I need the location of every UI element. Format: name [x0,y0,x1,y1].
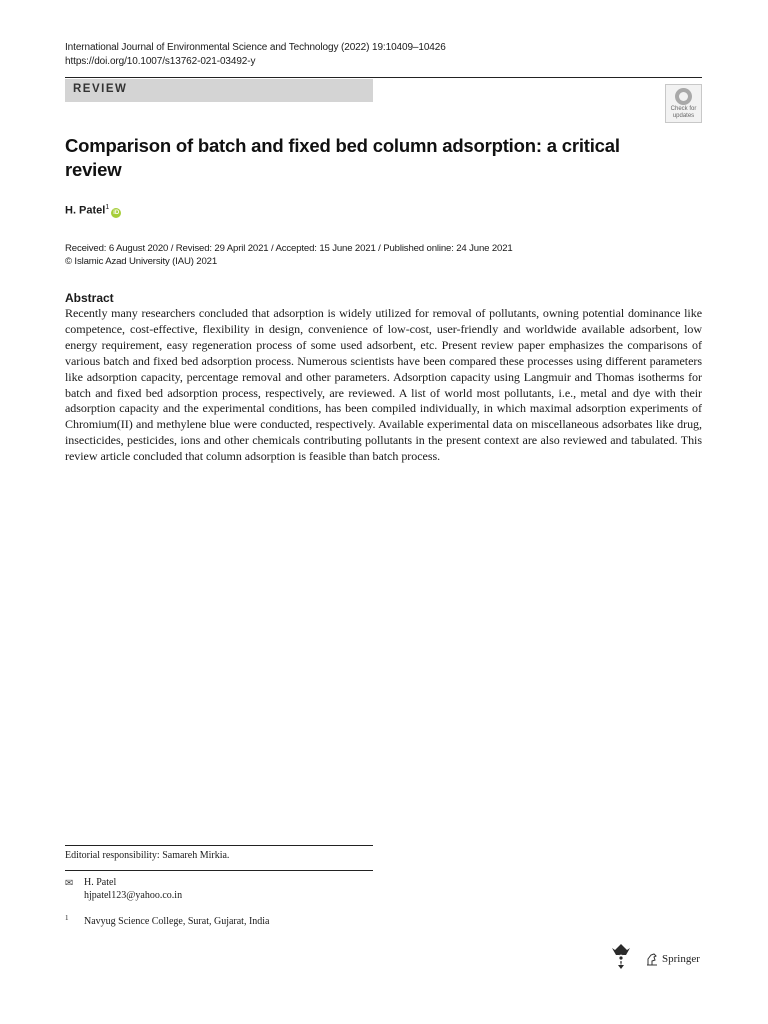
corresponding-author-name: H. Patel [84,877,117,888]
footnote-rule [65,870,373,871]
abstract-heading: Abstract [65,291,114,305]
corresponding-author-email[interactable]: hjpatel123@yahoo.co.in [84,890,183,901]
author-name[interactable]: H. Patel [65,204,106,217]
article-title: Comparison of batch and fixed bed column adsorption: a critical review [65,135,620,180]
doi-link[interactable]: https://doi.org/10.1007/s13762-021-03492-y [65,56,256,67]
footnote-rule [65,845,373,846]
check-for-updates-badge[interactable] [665,84,702,123]
affiliation-text: Navyug Science College, Surat, Gujarat, India [84,916,270,927]
article-type-label: REVIEW [73,83,128,95]
copyright-notice: © Islamic Azad University (IAU) 2021 [65,256,218,267]
author-line [65,204,121,218]
journal-citation: International Journal of Environmental Science and Technology (2022) 19:10409–10426 [65,42,446,53]
header-rule [65,77,702,78]
orcid-icon[interactable]: iD [113,209,120,216]
abstract-body: Recently many researchers concluded that adsorption is widely utilized for removal of pollutants, owning potential dominance like competence, cost-effective, flexibility in design, convenience of low-cost, user-friendly and worldwide available adsorbent, low energy requirement, easy regeneration process of some used adsorbent, etc. Present review paper emphasizes the comparisons of various batch and fixed bed adsorption process. Numerous scientists have been compared these processes using different parameters like adsorption capacity, percentage removal and other parameters. Adsorption capacity using Langmuir and Thomas isotherms for batch and fixed bed adsorption process, respectively, are reviewed. A list of world most pollutants, i.e., metal and dye with their adsorption capacity and the experimental conditions, has been compiled individually, in which maximal adsorption experiments of Chromium(II) and methylene blue were conducted, respectively. Available experimental data on miscellaneous adsorbates like drug, insecticides, pesticides, ions and other chemicals contributing pollutants in the present context are also reviewed and tabulated. This review article concluded that column adsorption is feasible than batch process. [65,306,702,464]
author-affiliation-index: 1 [105,204,110,211]
publisher-name: Springer [662,953,700,965]
publication-dates: Received: 6 August 2020 / Revised: 29 April 2021 / Accepted: 15 June 2021 / Published online: 24 June 2021 [65,243,513,254]
check-for-updates-icon [675,88,692,105]
springer-horse-icon [646,952,658,966]
envelope-icon: ✉ [65,878,74,889]
editorial-responsibility: Editorial responsibility: Samareh Mirkia. [65,850,230,861]
affiliation-number: 1 [65,914,69,922]
check-for-updates-label: Check for updates [670,106,697,119]
article-type-band [65,79,373,102]
society-logo-icon [610,942,632,970]
